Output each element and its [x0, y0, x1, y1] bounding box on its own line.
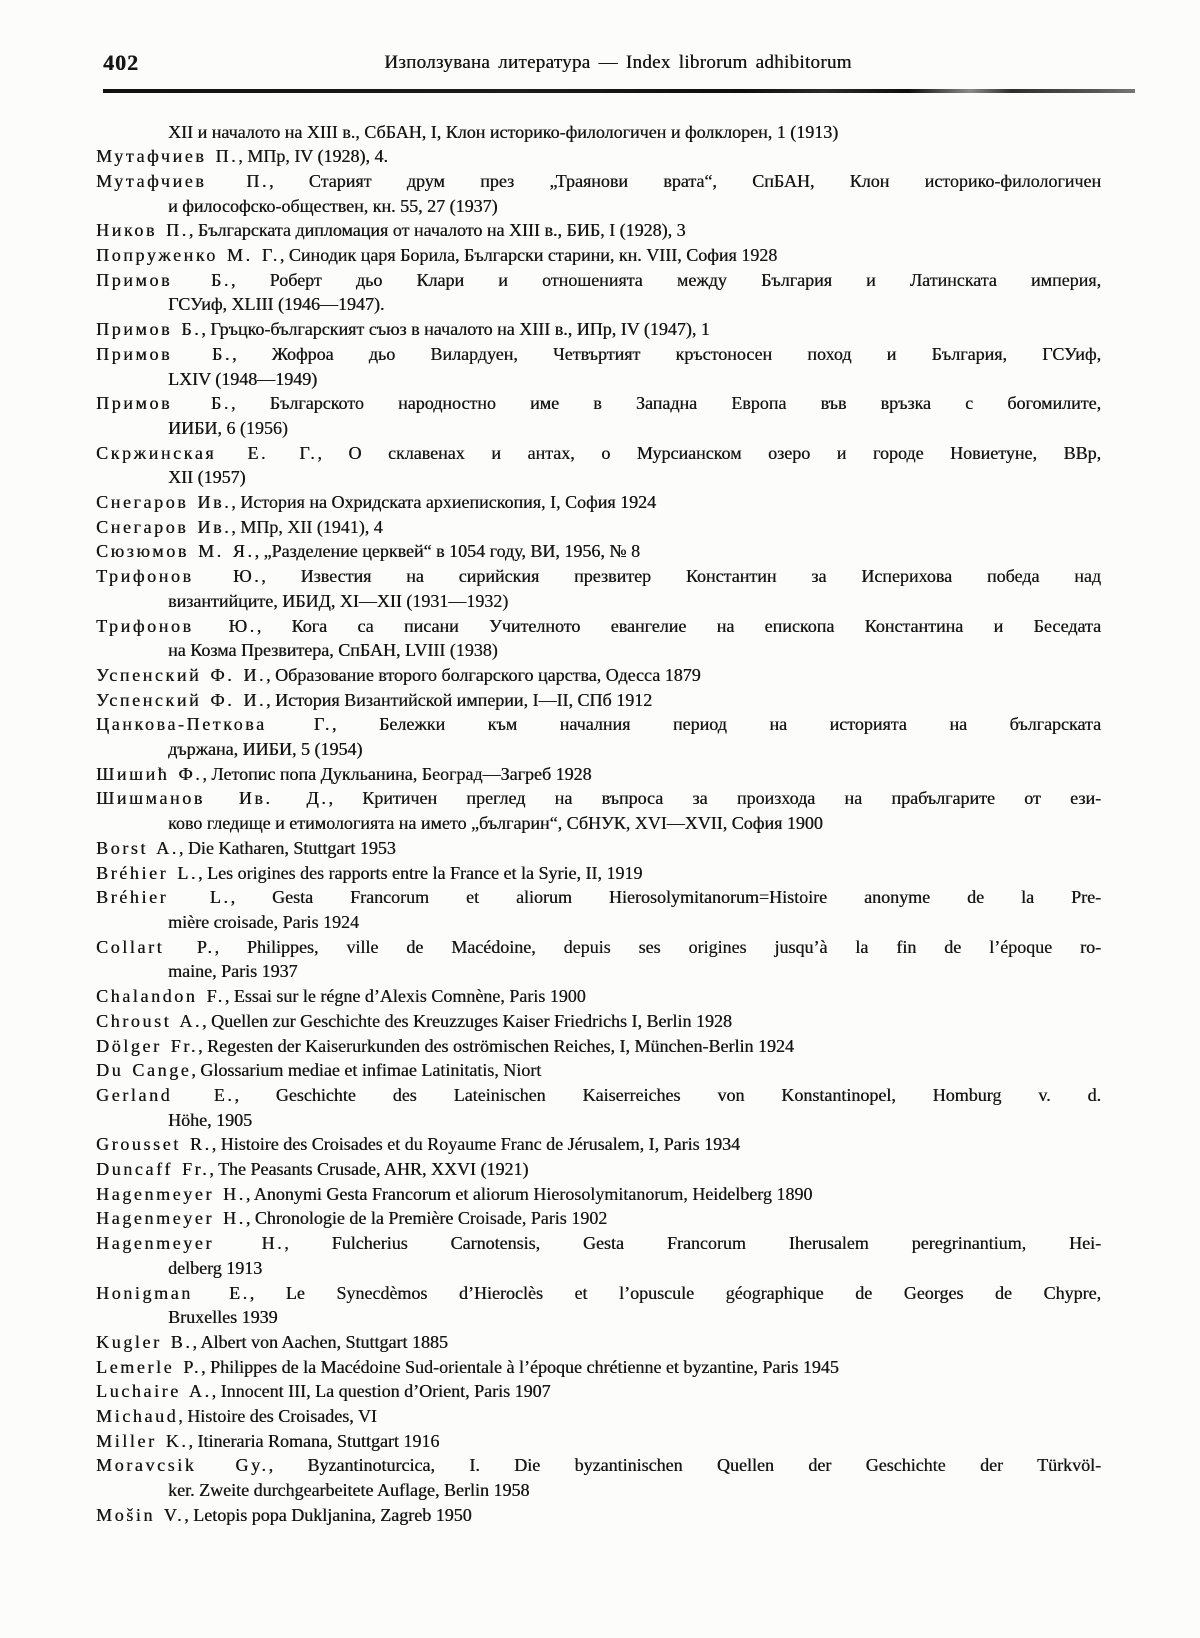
- entry-text: , Fulcherius Carnotensis, Gesta Francorum Iherusalem peregrinantium, Hei-: [284, 1233, 1101, 1254]
- entry-text: , Известия на сирийския презвитер Константин за Исперихова победа над: [261, 566, 1101, 587]
- entry-author: Снегаров Ив.: [96, 516, 232, 537]
- bib-entry: [96, 1429, 1101, 1454]
- entry-author: Lemerle P.: [96, 1356, 201, 1377]
- entry-continuation-line: Bruxelles 1939: [168, 1307, 278, 1328]
- entry-text: , Regesten der Kaiserurkunden des oströmischen Reiches, I, München-Berlin 1924: [198, 1035, 794, 1056]
- entry-text: , Histoire des Croisades et du Royaume Franc de Jérusalem, I, Paris 1934: [211, 1134, 740, 1155]
- entry-author: Hagenmeyer H.: [96, 1183, 246, 1204]
- entry-first-line: [96, 1034, 1101, 1059]
- entry-first-line: [96, 935, 1101, 960]
- bib-entry: [96, 1330, 1101, 1355]
- entry-continuation-line: на Козма Презвитера, СпБАН, LVIII (1938): [168, 640, 498, 661]
- entry-text: , Кога са писани Учителното евангелие на епископа Константина и Беседата: [256, 615, 1101, 636]
- entry-author: Borst A.: [96, 837, 179, 858]
- bib-entry: [96, 688, 1101, 713]
- bib-entry: [96, 268, 1101, 317]
- bib-entry: [96, 762, 1101, 787]
- entry-text: , The Peasants Crusade, AHR, XXVI (1921): [209, 1159, 529, 1180]
- entry-text: , Chronologie de la Première Croisade, Paris 1902: [245, 1208, 608, 1229]
- entry-first-line: [96, 663, 1101, 688]
- entry-author: Gerland E.: [96, 1084, 235, 1105]
- bib-entry: [96, 120, 1101, 145]
- entry-text: , Byzantinoturcica, I. Die byzantinischen Quellen der Geschichte der Türkvöl-: [268, 1455, 1101, 1476]
- header-rule: [103, 89, 1135, 93]
- bib-entry: [96, 1231, 1101, 1280]
- entry-text: , Гръцко-българският съюз в началото на XIII в., ИПр, IV (1947), 1: [201, 319, 710, 340]
- entry-author: Moravcsik Gy.: [96, 1455, 269, 1476]
- entry-author: Примов Б.: [96, 343, 232, 364]
- entry-first-line: [96, 539, 1101, 564]
- entry-first-line: [96, 342, 1101, 367]
- entry-author: Успенский Ф. И.: [96, 689, 267, 710]
- bib-entry: [96, 1503, 1101, 1528]
- bibliography: [96, 120, 1101, 1528]
- entry-first-line: [96, 1503, 1101, 1528]
- entry-continuation-line: delberg 1913: [168, 1257, 263, 1278]
- entry-text: , Българското народностно име в Западна Европа във връзка с богомилите,: [230, 393, 1101, 414]
- entry-first-line: [96, 984, 1101, 1009]
- entry-text: , Le Synecdèmos d’Hieroclès et l’opuscule géographique de Georges de Chypre,: [249, 1282, 1101, 1303]
- entry-first-line: [96, 1404, 1101, 1429]
- entry-first-line: [96, 515, 1101, 540]
- bib-entry: [96, 1379, 1101, 1404]
- bib-entry: [96, 861, 1101, 886]
- entry-author: Сюзюмов М. Я.: [96, 541, 255, 562]
- bib-entry: [96, 243, 1101, 268]
- bib-entry: [96, 984, 1101, 1009]
- entry-text: , Philippes, ville de Macédoine, depuis ses origines jusqu’à la fin de l’époque ro-: [214, 936, 1101, 957]
- entry-author: Примов Б.: [96, 319, 202, 340]
- entry-text: , Gesta Francorum et aliorum Hierosolymitanorum=Histoire anonyme de la Pre-: [230, 887, 1102, 908]
- bib-entry: [96, 1009, 1101, 1034]
- entry-author: Bréhier L.: [96, 862, 198, 883]
- entry-author: Luchaire A.: [96, 1381, 212, 1402]
- bib-entry: [96, 441, 1101, 490]
- entry-author: Примов Б.: [96, 269, 231, 290]
- entry-first-line: [96, 1083, 1101, 1108]
- entry-continuation-line: ГСУиф, XLIII (1946—1947).: [168, 294, 385, 315]
- entry-continuation-line: ково гледище и етимологията на името „българин“, СбНУК, XVI—XVII, София 1900: [168, 813, 823, 834]
- entry-author: Мутафчиев П.: [96, 170, 269, 191]
- entry-author: Mošin V.: [96, 1504, 185, 1525]
- bib-entry: [96, 342, 1101, 391]
- entry-text: , Essai sur le régne d’Alexis Comnène, Paris 1900: [224, 986, 586, 1007]
- entry-text: , Критичен преглед на въпроса за произхода на прабългарите от ези-: [328, 788, 1101, 809]
- entry-first-line: [96, 1355, 1101, 1380]
- entry-author: Трифонов Ю.: [96, 615, 257, 636]
- bib-entry: [96, 1355, 1101, 1380]
- entry-first-line: [96, 1379, 1101, 1404]
- entry-text: , Innocent III, La question d’Orient, Paris 1907: [211, 1381, 551, 1402]
- bib-entry: [96, 1206, 1101, 1231]
- entry-first-line: [96, 885, 1101, 910]
- bib-entry: [96, 1132, 1101, 1157]
- entry-continuation-line: и философско-обществен, кн. 55, 27 (1937): [168, 195, 498, 216]
- entry-text: , Letopis popa Dukljanina, Zagreb 1950: [184, 1504, 472, 1525]
- entry-continuation-line: ker. Zweite durchgearbeitete Auflage, Berlin 1958: [168, 1480, 530, 1501]
- entry-first-line: [96, 861, 1101, 886]
- entry-text: , Glossarium mediae et infimae Latinitatis, Niort: [191, 1060, 542, 1081]
- entry-continuation-line: maine, Paris 1937: [168, 961, 298, 982]
- entry-text: , МПр, XII (1941), 4: [231, 516, 383, 537]
- bib-entry: [96, 144, 1101, 169]
- entry-first-line: [96, 1157, 1101, 1182]
- entry-first-line: [96, 786, 1101, 811]
- bib-entry: [96, 391, 1101, 440]
- entry-first-line: [96, 1231, 1101, 1256]
- entry-text: , Образование второго болгарского царства, Одесса 1879: [266, 664, 701, 685]
- bib-entry: [96, 1281, 1101, 1330]
- entry-first-line: [96, 317, 1101, 342]
- running-title: Използувана литература — Index librorum adhibitorum: [384, 52, 852, 73]
- entry-author: Успенский Ф. И.: [96, 664, 267, 685]
- page-header: [0, 0, 1200, 82]
- entry-continuation-line: LXIV (1948—1949): [168, 368, 318, 389]
- bib-entry: [96, 786, 1101, 835]
- entry-continuation-line: mière croisade, Paris 1924: [168, 912, 359, 932]
- entry-author: Honigman E.: [96, 1282, 250, 1303]
- entry-text: , Geschichte des Lateinischen Kaiserreiches von Konstantinopel, Homburg v. d.: [234, 1084, 1101, 1105]
- entry-text: , О склавенах и антах, о Мурсианском озеро и городе Новиетуне, ВВр,: [317, 442, 1102, 463]
- bib-entry: [96, 1453, 1101, 1502]
- entry-first-line: XII и началото на XIII в., СбБАН, I, Клон историко-филологичен и фолклорен, 1 (1913): [168, 121, 839, 142]
- bib-entry: [96, 169, 1101, 218]
- bib-entry: [96, 1083, 1101, 1132]
- entry-first-line: [96, 762, 1101, 787]
- entry-author: Du Cange: [96, 1060, 192, 1081]
- entry-first-line: [96, 1453, 1101, 1478]
- entry-first-line: [96, 1330, 1101, 1355]
- entry-text: , Quellen zur Geschichte des Kreuzzuges Kaiser Friedrichs I, Berlin 1928: [202, 1010, 732, 1031]
- entry-text: , Les origines des rapports entre la France et la Syrie, II, 1919: [197, 862, 643, 883]
- entry-first-line: [96, 1281, 1101, 1306]
- bib-entry: [96, 490, 1101, 515]
- entry-continuation-line: ИИБИ, 6 (1956): [168, 417, 288, 438]
- entry-text: , Синодик царя Борила, Български старини, кн. VIII, София 1928: [279, 245, 778, 266]
- entry-author: Шишић Ф.: [96, 763, 203, 784]
- entry-text: , Бележки към началния период на историята на българската: [331, 714, 1101, 735]
- entry-first-line: [96, 218, 1101, 243]
- entry-text: , История Византийской империи, I—II, СПб 1912: [266, 689, 653, 710]
- entry-continuation-line: Höhe, 1905: [168, 1109, 252, 1130]
- entry-continuation-line: държана, ИИБИ, 5 (1954): [168, 739, 363, 760]
- bib-entry: [96, 317, 1101, 342]
- entry-author: Hagenmeyer H.: [96, 1208, 246, 1229]
- entry-author: Miller K.: [96, 1430, 189, 1451]
- entry-text: , Die Katharen, Stuttgart 1953: [178, 837, 396, 858]
- entry-author: Примов Б.: [96, 393, 231, 414]
- entry-text: , Anonymi Gesta Francorum et aliorum Hierosolymitanorum, Heidelberg 1890: [245, 1183, 813, 1204]
- bib-entry: [96, 539, 1101, 564]
- entry-author: Мутафчиев П.: [96, 146, 239, 167]
- bib-entry: [96, 935, 1101, 984]
- entry-first-line: [96, 564, 1101, 589]
- entry-first-line: [96, 1182, 1101, 1207]
- entry-first-line: [96, 441, 1101, 466]
- entry-first-line: [96, 268, 1101, 293]
- entry-author: Трифонов Ю.: [96, 566, 262, 587]
- entry-text: , „Разделение церквей“ в 1054 году, ВИ, 1956, № 8: [254, 541, 640, 562]
- entry-first-line: [96, 169, 1101, 194]
- page-number: 402: [103, 50, 139, 75]
- entry-author: Bréhier L.: [96, 887, 231, 908]
- entry-first-line: [96, 391, 1101, 416]
- entry-text: , История на Охридската архиепископия, I, София 1924: [231, 492, 657, 513]
- entry-author: Ников П.: [96, 220, 189, 241]
- entry-first-line: [96, 836, 1101, 861]
- bib-entry: [96, 515, 1101, 540]
- bib-entry: [96, 712, 1101, 761]
- bib-entry: [96, 1034, 1101, 1059]
- bib-entry: [96, 1157, 1101, 1182]
- entry-author: Duncaff Fr.: [96, 1159, 210, 1180]
- entry-first-line: [96, 614, 1101, 639]
- entry-first-line: [96, 688, 1101, 713]
- entry-first-line: [96, 1206, 1101, 1231]
- entry-text: , Летопис попа Дукльанина, Београд—Загреб 1928: [202, 763, 592, 784]
- bib-entry: [96, 1058, 1101, 1083]
- bib-entry: [96, 1182, 1101, 1207]
- entry-first-line: [96, 1132, 1101, 1157]
- entry-text: , Albert von Aachen, Stuttgart 1885: [192, 1331, 448, 1352]
- entry-continuation-line: византийците, ИБИД, XI—XII (1931—1932): [168, 590, 509, 611]
- bib-entry: [96, 885, 1101, 934]
- bib-entry: [96, 1404, 1101, 1429]
- entry-first-line: [96, 490, 1101, 515]
- entry-author: Kugler B.: [96, 1331, 193, 1352]
- entry-text: , Histoire des Croisades, VI: [178, 1406, 377, 1427]
- bib-entry: [96, 836, 1101, 861]
- bib-entry: [96, 663, 1101, 688]
- entry-text: , МПр, IV (1928), 4.: [238, 146, 388, 167]
- entry-author: Chroust A.: [96, 1010, 203, 1031]
- entry-text: , Старият друм през „Траянови врата“, СпБАН, Клон историко-филологичен: [269, 170, 1102, 191]
- entry-text: , Itineraria Romana, Stuttgart 1916: [188, 1430, 440, 1451]
- bib-entry: [96, 564, 1101, 613]
- entry-author: Grousset R.: [96, 1134, 212, 1155]
- entry-author: Скржинская Е. Г.: [96, 442, 318, 463]
- bib-entry: [96, 614, 1101, 663]
- entry-author: Снегаров Ив.: [96, 492, 232, 513]
- entry-first-line: [96, 144, 1101, 169]
- entry-first-line: [96, 712, 1101, 737]
- entry-text: , Жофроа дьо Вилардуен, Четвъртият кръстоносен поход и България, ГСУиф,: [231, 343, 1101, 364]
- entry-author: Шишманов Ив. Д.: [96, 788, 329, 809]
- entry-continuation-line: XII (1957): [168, 467, 246, 488]
- entry-author: Цанкова-Петкова Г.: [96, 714, 332, 735]
- entry-author: Hagenmeyer H.: [96, 1233, 285, 1254]
- entry-text: , Philippes de la Macédoine Sud-orientale à l’époque chrétienne et byzantine, Paris 1945: [200, 1356, 839, 1377]
- entry-author: Dölger Fr.: [96, 1035, 198, 1056]
- entry-first-line: [96, 1058, 1101, 1083]
- entry-text: , Българската дипломация от началото на XIII в., БИБ, I (1928), 3: [188, 220, 686, 241]
- entry-first-line: [96, 1009, 1101, 1034]
- bib-entry: [96, 218, 1101, 243]
- entry-author: Попруженко М. Г.: [96, 245, 280, 266]
- entry-text: , Роберт дьо Клари и отношенията между България и Латинската империя,: [230, 269, 1101, 290]
- entry-author: Collart P.: [96, 936, 215, 957]
- entry-author: Chalandon F.: [96, 986, 225, 1007]
- entry-author: Michaud: [96, 1406, 179, 1427]
- entry-first-line: [96, 1429, 1101, 1454]
- entry-first-line: [96, 243, 1101, 268]
